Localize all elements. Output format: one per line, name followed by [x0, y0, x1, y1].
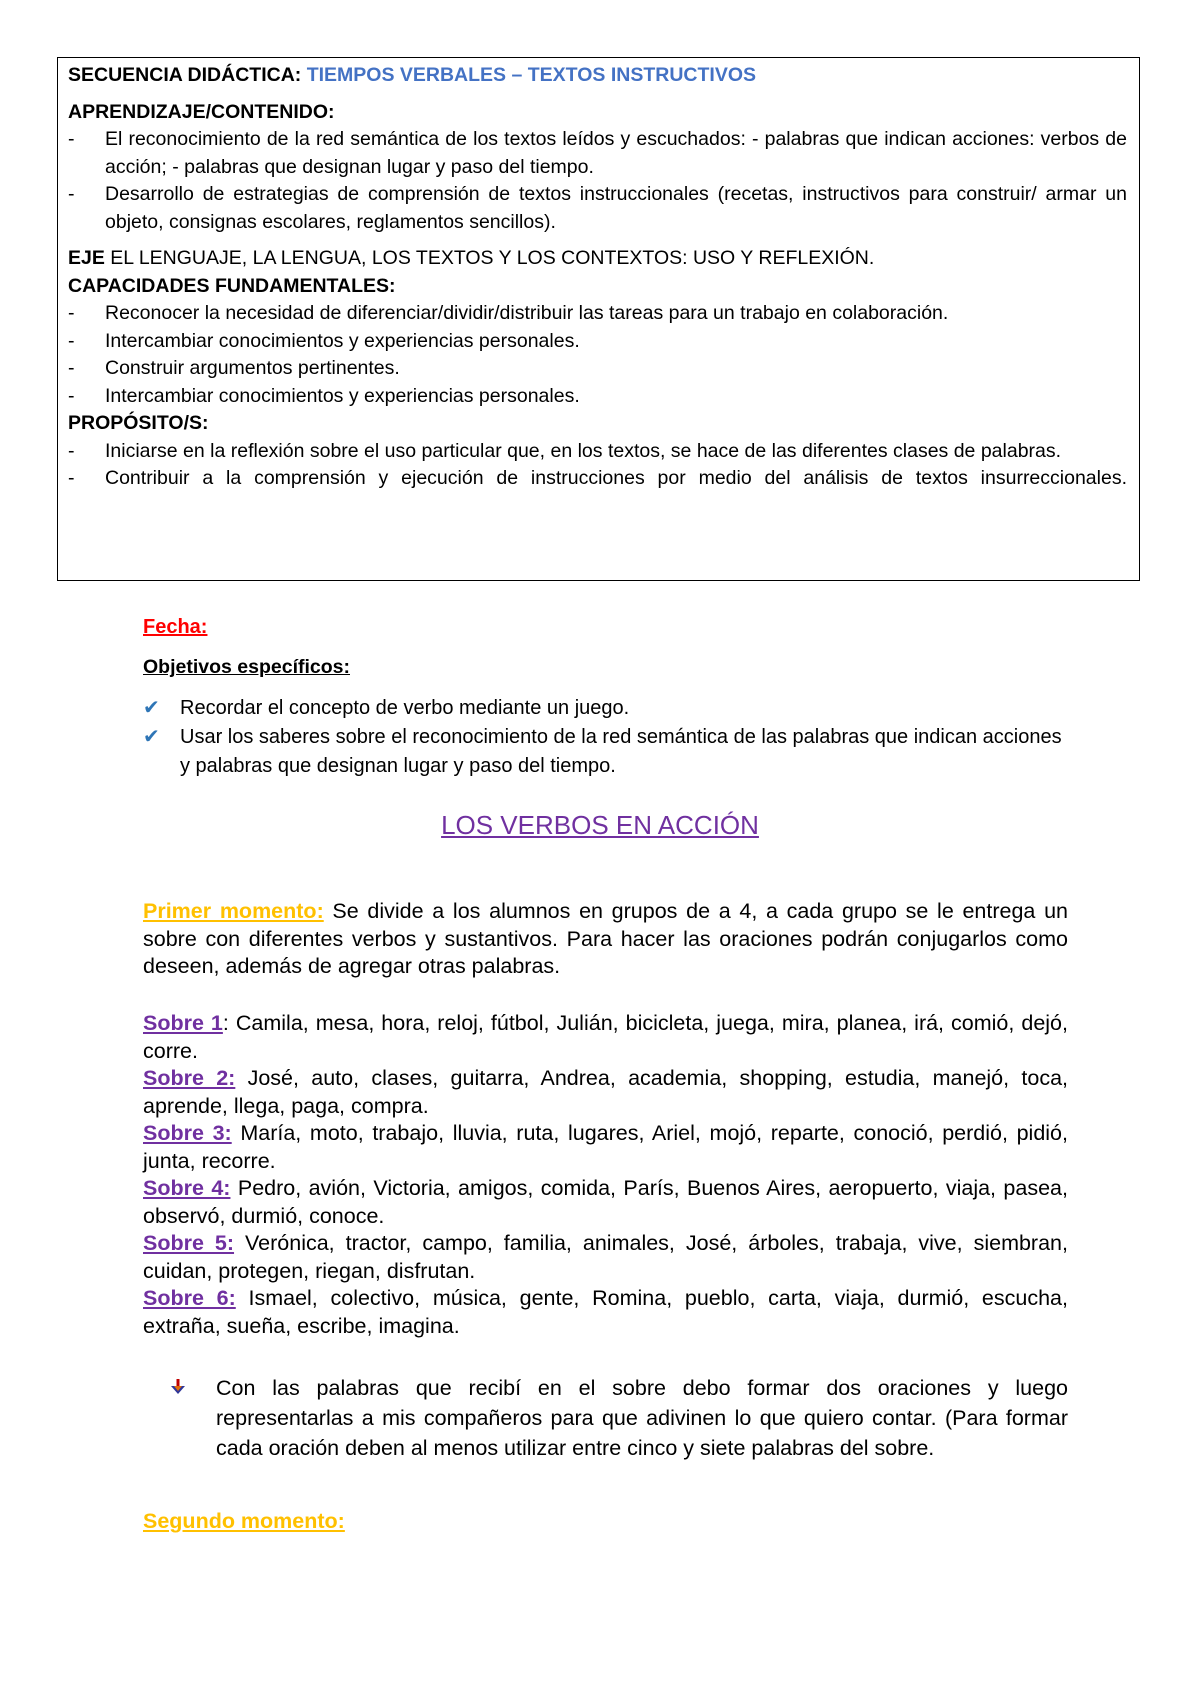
- fecha-label: Fecha:: [143, 616, 208, 638]
- sobre-words: María, moto, trabajo, lluvia, ruta, lugares, Ariel, mojó, reparte, conoció, perdió, pidió, junta, recorre.: [143, 1121, 1068, 1173]
- sobres-block: [143, 1010, 1068, 1340]
- check-icon: ✔: [143, 697, 160, 719]
- sobre-entry: [143, 1065, 1068, 1120]
- propositos-item: - Iniciarse en la reflexión sobre el uso particular que, en los textos, se hace de las diferentes clases de palabras.: [68, 438, 1127, 465]
- title-value: TIEMPOS VERBALES – TEXTOS INSTRUCTIVOS: [306, 64, 756, 86]
- capacidades-list: [68, 300, 1127, 410]
- objetivo-text: Usar los saberes sobre el reconocimiento de la red semántica de las palabras que indican acciones y palabras que designan lugar y paso del tiempo.: [180, 726, 1062, 777]
- primer-momento-text: Se divide a los alumnos en grupos de a 4, a cada grupo se le entrega un sobre con diferentes verbos y sustantivos. Para hacer las oraciones podrán conjugarlos como deseen, además de agregar otras palabras.: [143, 899, 1068, 978]
- capacidades-item: - Intercambiar conocimientos y experiencias personales.: [68, 383, 1127, 411]
- aprendizaje-list: [68, 126, 1127, 236]
- sobre-sep: :: [222, 1011, 229, 1035]
- primer-momento-paragraph: [143, 898, 1068, 981]
- sobre-words: Pedro, avión, Victoria, amigos, comida, París, Buenos Aires, aeropuerto, viaja, pasea, observó, durmió, conoce.: [143, 1176, 1068, 1228]
- capacidades-label: CAPACIDADES FUNDAMENTALES:: [68, 274, 396, 297]
- sobre-words: Ismael, colectivo, música, gente, Romina, pueblo, carta, viaja, durmió, escucha, extraña, sueña, escribe, imagina.: [143, 1286, 1068, 1338]
- propositos-list: [68, 438, 1127, 492]
- objetivo-item: [143, 723, 1068, 781]
- section-title: LOS VERBOS EN ACCIÓN: [441, 810, 759, 840]
- segundo-momento-label: Segundo momento:: [143, 1509, 345, 1533]
- arrow-bullet-icon: [171, 1379, 185, 1395]
- sobre-entry: [143, 1285, 1068, 1340]
- sobre-label: Sobre 3:: [143, 1121, 232, 1145]
- eje-label: EJE: [68, 247, 105, 269]
- propositos-label: PROPÓSITO/S:: [68, 412, 209, 434]
- sobre-entry: [143, 1010, 1068, 1065]
- sobre-label: Sobre 1: [143, 1011, 223, 1035]
- objetivos-title: Objetivos específicos:: [143, 656, 350, 678]
- objetivo-text: Recordar el concepto de verbo mediante un juego.: [180, 697, 630, 719]
- objetivo-item: [143, 694, 1068, 723]
- sobre-label: Sobre 4:: [143, 1176, 231, 1200]
- sobre-words: José, auto, clases, guitarra, Andrea, academia, shopping, estudia, manejó, toca, aprende, llega, paga, compra.: [143, 1066, 1068, 1118]
- capacidades-item: - Intercambiar conocimientos y experiencias personales.: [68, 328, 1127, 356]
- eje-line: [68, 245, 1127, 273]
- aprendizaje-item: - El reconocimiento de la red semántica de los textos leídos y escuchados: - palabras que indican acciones: verbos de acción; - palabras que designan lugar y paso del tiempo.: [68, 126, 1127, 181]
- sobre-entry: [143, 1120, 1068, 1175]
- capacidades-item: - Reconocer la necesidad de diferenciar/dividir/distribuir las tareas para un trabajo en colaboración.: [68, 300, 1127, 328]
- sobre-label: Sobre 6:: [143, 1286, 236, 1310]
- sobre-label: Sobre 5:: [143, 1231, 235, 1255]
- sobre-entry: [143, 1230, 1068, 1285]
- sobre-words: Verónica, tractor, campo, familia, animales, José, árboles, trabaja, vive, siembran, cuidan, protegen, riegan, disfrutan.: [143, 1231, 1068, 1283]
- check-icon: ✔: [143, 726, 160, 748]
- title-label: SECUENCIA DIDÁCTICA:: [68, 64, 302, 86]
- instruccion-item: [179, 1373, 1068, 1463]
- primer-momento-label: Primer momento:: [143, 899, 324, 923]
- eje-value: EL LENGUAJE, LA LENGUA, LOS TEXTOS Y LOS CONTEXTOS: USO Y REFLEXIÓN.: [110, 247, 875, 269]
- capacidades-item: - Construir argumentos pertinentes.: [68, 355, 1127, 383]
- aprendizaje-item: - Desarrollo de estrategias de comprensión de textos instruccionales (recetas, instructivos para construir/ armar un objeto, consignas escolares, reglamentos sencillos).: [68, 181, 1127, 236]
- sobre-entry: [143, 1175, 1068, 1230]
- header-box: [57, 57, 1140, 581]
- sobre-words: Camila, mesa, hora, reloj, fútbol, Julián, bicicleta, juega, mira, planea, irá, comió, dejó, corre.: [143, 1011, 1068, 1063]
- header-title-line: [68, 62, 1127, 90]
- instruccion-text: Con las palabras que recibí en el sobre debo formar dos oraciones y luego representarlas a mis compañeros para que adivinen lo que quiero contar. (Para formar cada oración deben al menos utilizar entre cinco y siete palabras del sobre.: [216, 1376, 1068, 1460]
- propositos-item: - Contribuir a la comprensión y ejecución de instrucciones por medio del análisis de textos insurreccionales.: [68, 465, 1127, 492]
- sobre-label: Sobre 2:: [143, 1066, 236, 1090]
- aprendizaje-label: APRENDIZAJE/CONTENIDO:: [68, 100, 335, 123]
- objetivos-list: [143, 694, 1068, 781]
